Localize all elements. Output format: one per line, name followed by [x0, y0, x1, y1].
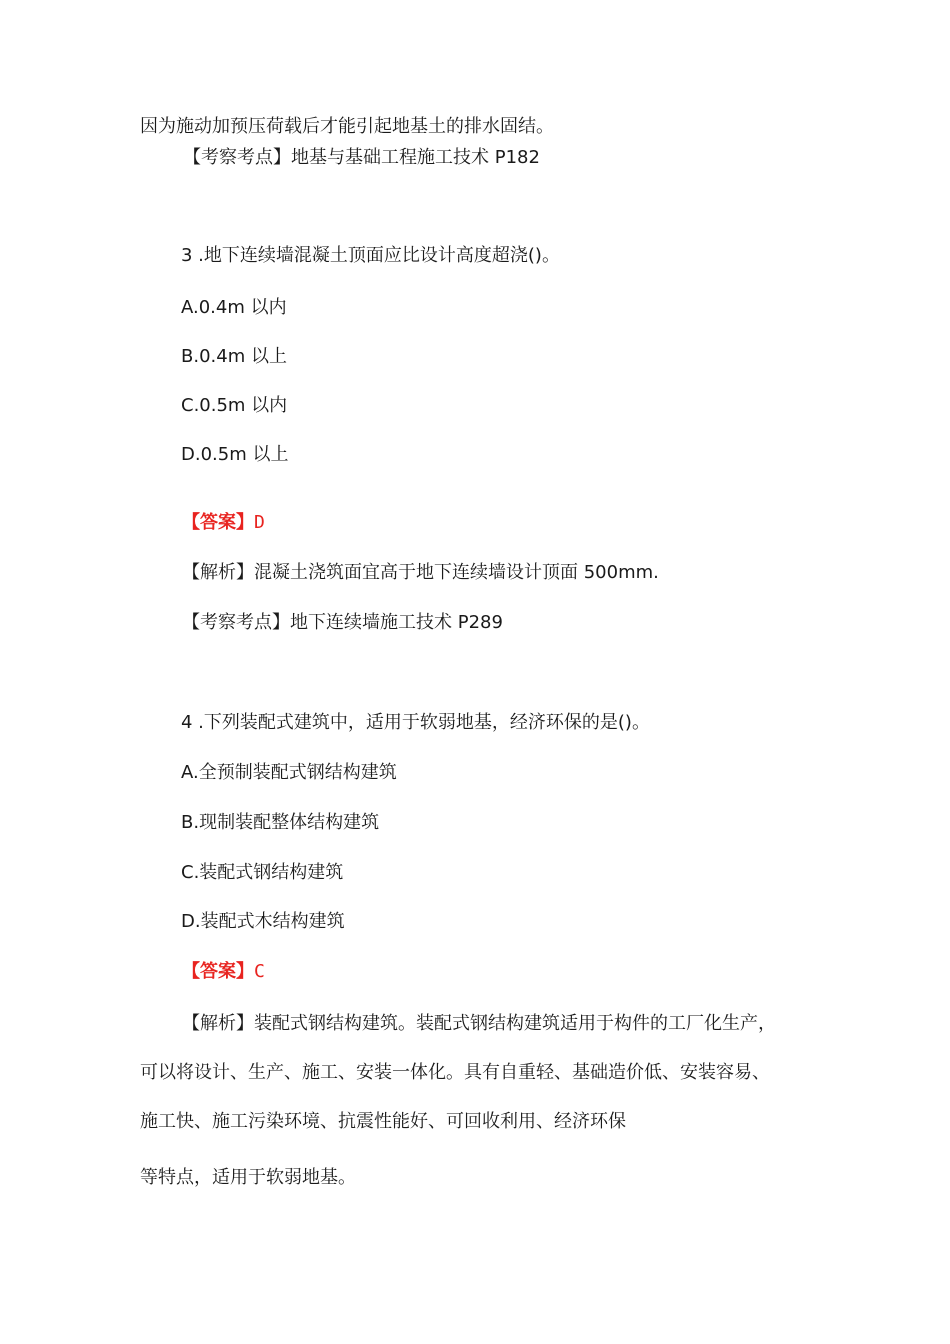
option-a: A.全预制装配式钢结构建筑 — [181, 762, 397, 783]
analysis-line: 施工快、施工污染环境、抗震性能好、可回收利用、经济环保 — [140, 1111, 626, 1132]
paragraph-line: 因为施动加预压荷载后才能引起地基土的排水固结。 — [140, 116, 554, 137]
option-c: C.0.5m 以内 — [181, 395, 288, 416]
answer-line — [182, 510, 265, 536]
answer-line — [182, 959, 265, 985]
option-b: B.0.4m 以上 — [181, 346, 287, 367]
topic-line: 【考察考点】地基与基础工程施工技术 P182 — [183, 147, 540, 168]
answer-letter: C — [254, 961, 265, 982]
question-3: 3 .地下连续墙混凝土顶面应比设计高度超浇()。 — [181, 245, 560, 266]
analysis-line: 【解析】混凝土浇筑面宜高于地下连续墙设计顶面 500mm. — [182, 562, 659, 583]
topic-line: 【考察考点】地下连续墙施工技术 P289 — [182, 612, 503, 633]
analysis-line: 可以将设计、生产、施工、安装一体化。具有自重轻、基础造价低、安装容易、 — [140, 1062, 770, 1083]
answer-letter: D — [254, 512, 265, 533]
option-d: D.装配式木结构建筑 — [181, 911, 345, 932]
answer-label: 【答案】 — [182, 512, 254, 533]
answer-label: 【答案】 — [182, 961, 254, 982]
option-a: A.0.4m 以内 — [181, 297, 287, 318]
analysis-line: 等特点，适用于软弱地基。 — [140, 1167, 356, 1188]
option-c: C.装配式钢结构建筑 — [181, 862, 344, 883]
option-b: B.现制装配整体结构建筑 — [181, 812, 380, 833]
analysis-line: 【解析】装配式钢结构建筑。装配式钢结构建筑适用于构件的工厂化生产， — [182, 1013, 776, 1034]
option-d: D.0.5m 以上 — [181, 444, 289, 465]
question-4: 4 .下列装配式建筑中，适用于软弱地基，经济环保的是()。 — [181, 712, 650, 733]
